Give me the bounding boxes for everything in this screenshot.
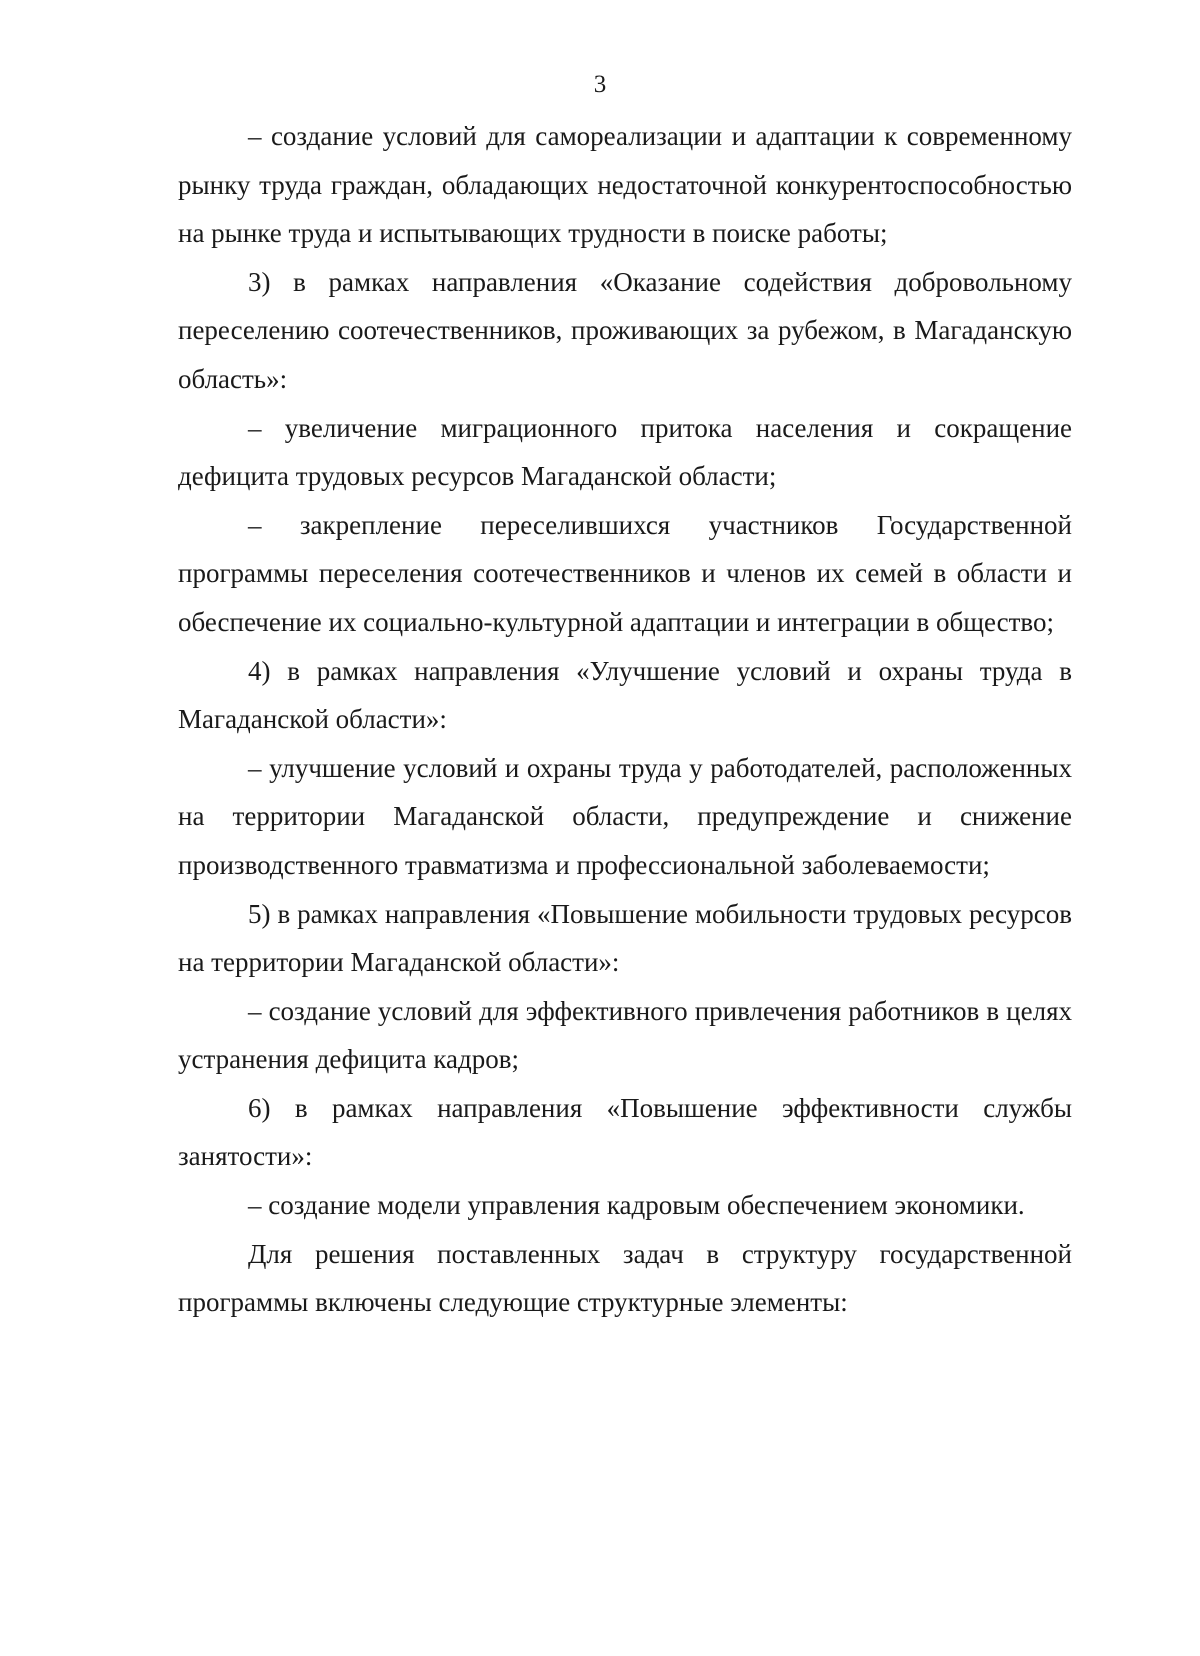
paragraph-attract-workers: – создание условий для эффективного привлечения работников в целях устранения дефицита кадров; bbox=[178, 995, 1072, 1075]
paragraph-migration-inflow: – увеличение миграционного притока населения и сокращение дефицита трудовых ресурсов Магаданской области; bbox=[178, 412, 1072, 492]
paragraph-direction-3-heading: 3) в рамках направления «Оказание содействия добровольному переселению соотечественников, проживающих за рубежом, в Магаданскую область»: bbox=[178, 266, 1072, 394]
paragraph-direction-6-heading: 6) в рамках направления «Повышение эффективности службы занятости»: bbox=[178, 1092, 1072, 1172]
paragraph-structural-elements-intro: Для решения поставленных задач в структуру государственной программы включены следующие структурные элементы: bbox=[178, 1238, 1072, 1318]
paragraph-staffing-model: – создание модели управления кадровым обеспечением экономики. bbox=[248, 1190, 1025, 1221]
document-body bbox=[178, 112, 1072, 1327]
page-number: 3 bbox=[593, 71, 607, 98]
paragraph-direction-4-heading: 4) в рамках направления «Улучшение условий и охраны труда в Магаданской области»: bbox=[178, 655, 1072, 735]
paragraph-participants-integration: – закрепление переселившихся участников Государственной программы переселения соотечественников и членов их семей в области и обеспечение их социально-культурной адаптации и интеграции в общество; bbox=[178, 509, 1072, 637]
paragraph-labor-safety: – улучшение условий и охраны труда у работодателей, расположенных на территории Магаданской области, предупреждение и снижение производственного травматизма и профессиональной заболеваемости; bbox=[178, 752, 1072, 880]
paragraph-task-self-realization: – создание условий для самореализации и адаптации к современному рынку труда граждан, обладающих недостаточной конкурентоспособностью на рынке труда и испытывающих трудности в поиске работы; bbox=[178, 121, 1072, 249]
paragraph-direction-5-heading: 5) в рамках направления «Повышение мобильности трудовых ресурсов на территории Магаданской области»: bbox=[178, 898, 1072, 978]
